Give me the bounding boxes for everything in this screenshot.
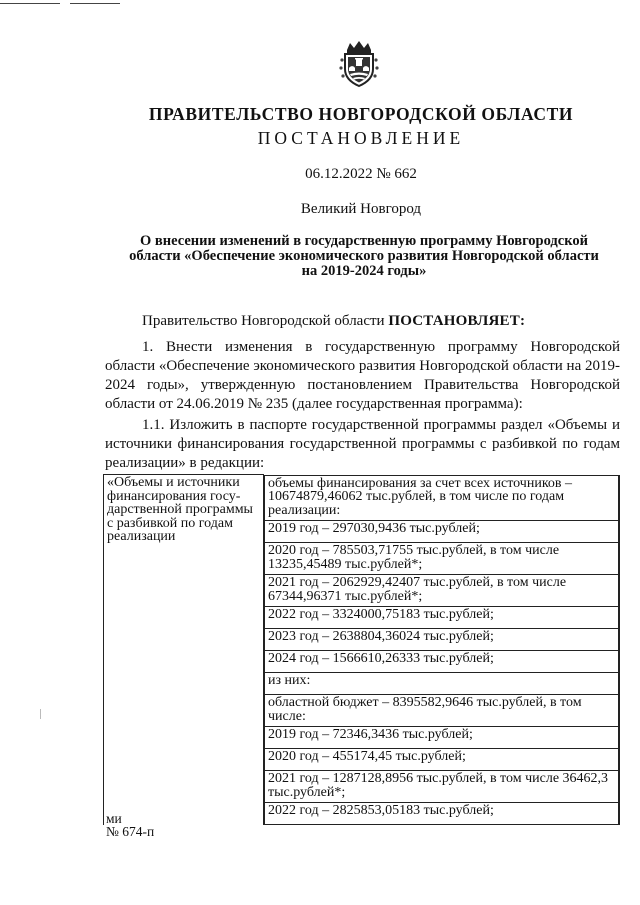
table-row: 2019 год – 72346,3436 тыс.рублей;: [264, 726, 619, 748]
table-row: 2022 год – 2825853,05183 тыс.рублей;: [264, 802, 619, 825]
table-row: 2019 год – 297030,9436 тыс.рублей;: [264, 520, 619, 542]
document-footer: [106, 812, 154, 838]
footer-initials: ми: [106, 811, 122, 826]
document-city: Великий Новгород: [300, 201, 422, 217]
table-row: объемы финансирования за счет всех источников – 10674879,46062 тыс.рублей, в том числе по годам реализации:: [264, 475, 619, 521]
table-row: 2021 год – 1287128,8956 тыс.рублей, в том числе 36462,3 тыс.рублей*;: [264, 770, 619, 802]
table-row: 2021 год – 2062929,42407 тыс.рублей, в том числе 67344,96371 тыс.рублей*;: [264, 574, 619, 606]
scan-margin-mark: [40, 709, 41, 719]
paragraph-1-1: [105, 416, 620, 473]
subject-line: области «Обеспечение экономического развития Новгородской области: [129, 248, 599, 264]
table-row: областной бюджет – 8395582,9646 тыс.рублей, в том числе:: [264, 694, 619, 726]
scan-edge-mark: [70, 3, 120, 4]
table-row: из них:: [264, 672, 619, 694]
subject-line: О внесении изменений в государственную программу Новгородской: [140, 233, 588, 249]
subject-line: на 2019-2024 годы»: [301, 263, 427, 279]
table-row: 2022 год – 3324000,75183 тыс.рублей;: [264, 606, 619, 628]
table-row: 2020 год – 785503,71755 тыс.рублей, в том числе 13235,45489 тыс.рублей*;: [264, 542, 619, 574]
decree-statement: [105, 312, 620, 331]
decree-prefix: Правительство Новгородской области: [142, 313, 389, 329]
coat-of-arms-icon: [334, 38, 384, 88]
document-type-heading: ПОСТАНОВЛЕНИЕ: [257, 128, 465, 148]
organization-heading: ПРАВИТЕЛЬСТВО НОВГОРОДСКОЙ ОБЛАСТИ: [148, 104, 574, 124]
footer-number: № 674-п: [106, 824, 155, 839]
financing-table-label-cell: [104, 475, 264, 826]
table-row: 2023 год – 2638804,36024 тыс.рублей;: [264, 628, 619, 650]
financing-table-label: «Объемы и источники финансирования госу-дарственной программы с разбивкой по годам реализации: [107, 475, 253, 544]
paragraph-1: [105, 338, 620, 414]
table-row: 2024 год – 1566610,26333 тыс.рублей;: [264, 650, 619, 672]
decree-verb: ПОСТАНОВЛЯЕТ:: [388, 313, 526, 329]
document-date-number: 06.12.2022 № 662: [305, 166, 417, 182]
financing-table: [103, 474, 620, 825]
paragraph-1-1-text: 1.1. Изложить в паспорте государственной программы раздел «Объемы и источники финансирования государственной программы с разбивкой по годам реализации» в редакции:: [105, 417, 620, 471]
financing-table-values-cell: [264, 475, 620, 826]
paragraph-1-text: 1. Внести изменения в государственную программу Новгородской области «Обеспечение экономического развития Новгородской области на 2019-2024 годы», утвержденную постановлением Правительства Новгородской области от 24.06.2019 № 235 (далее государственная программа):: [105, 339, 620, 412]
scan-edge-mark: [0, 3, 60, 4]
table-row: 2020 год – 455174,45 тыс.рублей;: [264, 748, 619, 770]
document-subject: [110, 234, 618, 279]
